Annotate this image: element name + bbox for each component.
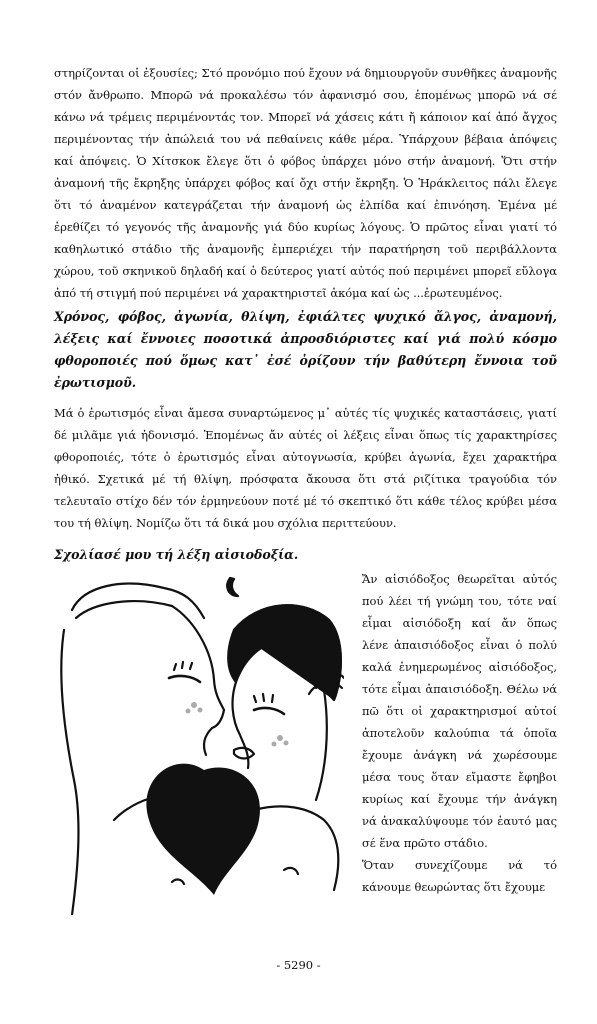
question-heading-emotions: Χρόνος, φόβος, ἀγωνία, θλίψη, ἐφιάλτες ψυχικό ἄλγος, ἀναμονή, λέξεις καί ἔννοιες ποσοτικά ἀπροσδιόριστες καί γιά πολύ κόσμο φθοροποιές πού ὅμως κατ᾽ ἐσέ ὁρίζουν τήν βαθύτερη ἔννοια τοῦ ἐρωτισμοῦ. [54,309,557,390]
figure-row [54,568,557,948]
paragraph-anticipation: στηρίζονται οἱ ἐξουσίες; Στό προνόμιο πού ἔχουν νά δημιουργοῦν συνθῆκες ἀναμονῆς στόν ἄνθρωπο. Μπορῶ νά προκαλέσω τόν ἀφανισμό σου, ἑπομένως μπορῶ νά σέ κάνω νά τρέμεις περιμένοντάς τον. Μπορεῖ νά χάσεις κάτι ἤ κάποιον καί ἀπό ἄγχος περιμένοντας τήν ἀπώλειά του νά πεθαίνεις κάθε μέρα. Ὑπάρχουν βέβαια ἀπόψεις καί ἀπόψεις. Ὁ Χίτσκοκ ἔλεγε ὅτι ὁ φόβος ὑπάρχει μόνο στήν ἀναμονή. Ὅτι στήν ἀναμονή τῆς ἔκρηξης ὑπάρχει φόβος καί ὄχι στήν ἔκρηξη. Ὁ Ἡράκλειτος πάλι ἔλεγε ὅτι τό ἀναμένον κατεγράζεται τήν ἀναμονή ὡς ἐλπίδα καί ἐπινόηση. Ἐμένα μέ ἐρεθίζει τό γεγονός τῆς ἀναμονῆς γιά δύο κυρίως λόγους. Ὁ πρῶτος εἶναι γιατί τό καθηλωτικό στάδιο τῆς ἀναμονῆς ἐμπεριέχει τήν παρατήρηση τοῦ περιβάλλοντα χώρου, τοῦ σκηνικοῦ δηλαδή καί ὁ δεύτερος γιατί αὐτός πού περιμένει μπορεῖ εὔλογα ἀπό τή στιγμή πού περιμένει νά χαρακτηριστεῖ ἀκόμα καί ὡς ...ἐρωτευμένος. [54,66,557,300]
answer-optimism: Ἄν αἰσιόδοξος θεωρεῖται αὐτός πού λέει τή γνώμη του, τότε ναί εἶμαι αἰσιόδοξη καί ἄν ὅπως λένε ἀπαισιόδοξος εἶναι ὁ πολύ καλά ἐνημερωμένος αἰσιόδοξος, τότε εἶμαι ἀπαισιόδοξη. Θέλω νά πῶ ὅτι οἱ χαρακτηρισμοί αὐτοί ἀποτελοῦν καλούπια τά ὁποῖα ἔχουμε ἀνάγκη νά χωρέσουμε μέσα τους ὅταν εἴμαστε ἔφηβοι κυρίως καί ἔχουμε τήν ἀνάγκη νά ἀνακαλύψουμε τόν ἑαυτό μας σέ ἕνα πρῶτο στάδιο. [362,572,557,850]
paragraph-eroticism: Μά ὁ ἐρωτισμός εἶναι ἄμεσα συναρτώμενος μ᾽ αὐτές τίς ψυχικές καταστάσεις, γιατί δέ μιλᾶμε γιά ἡδονισμό. Ἑπομένως ἄν αὐτές οἱ λέξεις εἶναι ὅπως τίς χαρακτηρίσες φθοροποιές, τότε ὁ ἐρωτισμός εἶναι αὐτογνωσία, κρύβει ἀγωνία, ἔχει χαρακτήρα ἠθικό. Σχετικά μέ τή θλίψη, πρόσφατα ἄκουσα ὅτι στά ριζίτικα τραγούδια τόν τελευταῖο στίχο δέν τόν ἑρμηνεύουν ποτέ μέ τό σκεπτικό ὅτι κάθε τέλος κρύβει μέσα του τή θλίψη. Νομίζω ὅτι τά δικά μου σχόλια περιττεύουν. [54,406,557,530]
page-number: - 5290 - [276,958,321,972]
page-body [54,62,557,948]
side-column [362,568,557,898]
question-heading-optimism: Σχολίασέ μου τή λέξη αἰσιοδοξία. [54,547,299,562]
answer-optimism-continued: Ὅταν συνεχίζουμε νά τό κάνουμε θεωρώντας ὅτι ἔχουμε [362,858,557,894]
two-faces-illustration [54,570,344,915]
